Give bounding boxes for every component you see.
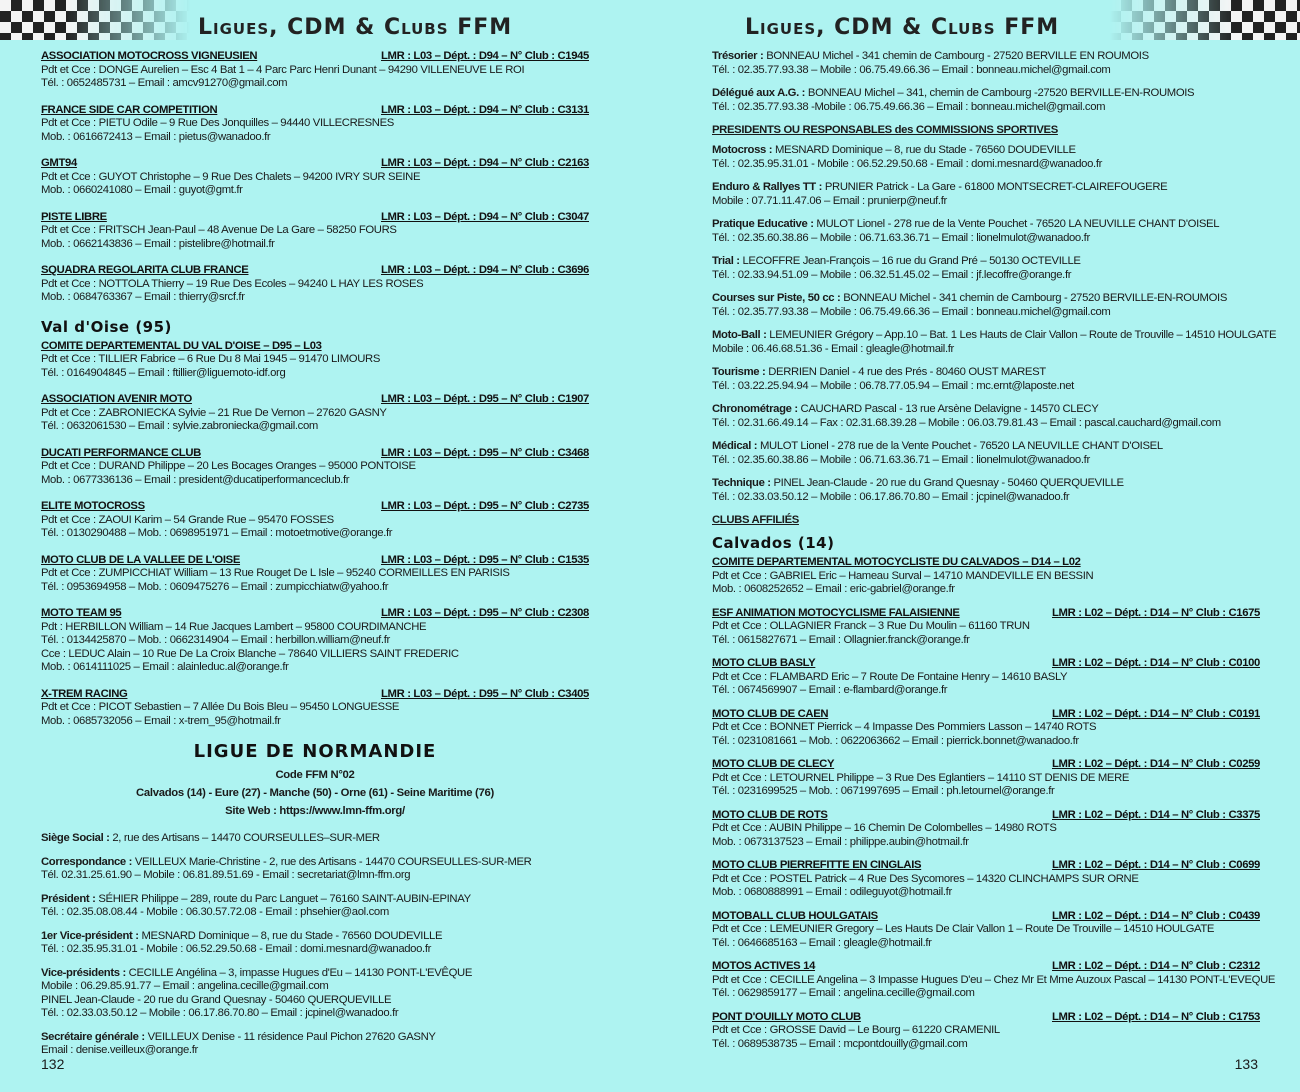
officer-entry — [41, 832, 589, 846]
officer-entry — [712, 144, 1260, 171]
club-lmr-code: LMR : L03 – Dépt. : D95 – N° Club : C2308 — [381, 607, 589, 619]
officer-role-label: Médical : — [712, 440, 758, 452]
ligue-officers-list — [41, 832, 589, 1058]
club-contact-line: Tél. : 0652485731 – Email : amcv91270@gmail.com — [41, 77, 288, 89]
officer-details: MULOT Lionel - 278 rue de la Vente Pouchet - 76520 LA NEUVILLE CHANT D'OISEL — [813, 218, 1220, 230]
club-contact-line: Pdt et Cce : GUYOT Christophe – 9 Rue Des Chalets – 94200 IVRY SUR SEINE — [41, 170, 421, 183]
club-contact-line: Tél. : 0674569907 – Email : e-flambard@orange.fr — [712, 684, 948, 696]
club-entry-header — [41, 104, 589, 118]
club-name: COMITE DEPARTEMENTAL DU VAL D'OISE – D95 – L03 — [41, 339, 322, 352]
club-name: MOTO CLUB PIERREFITTE EN CINGLAIS — [712, 859, 922, 871]
ligue-code: Code FFM N°02 — [275, 769, 355, 781]
club-name: MOTO CLUB DE ROTS — [712, 808, 828, 821]
club-entry — [41, 447, 589, 488]
officer-first-line — [41, 856, 589, 870]
officer-details: CECILLE Angélina – 3, impasse Hugues d'Eu – 14130 PONT-L'EVÊQUE — [125, 966, 473, 979]
officer-entry — [712, 292, 1260, 319]
officer-details: BONNEAU Michel - 341 chemin de Cambourg - 27520 BERVILLE EN ROUMOIS — [763, 50, 1149, 62]
officer-contact-line: Tél. : 02.35.60.38.86 – Mobile : 06.71.63.36.71 – Email : lionelmulot@wanadoo.fr — [712, 231, 1090, 244]
club-contact-line: Pdt et Cce : ZABRONIECKA Sylvie – 21 Rue De Vernon – 27620 GASNY — [41, 406, 387, 419]
officer-contact-line: Tél. : 02.31.66.49.14 – Fax : 02.31.68.39.28 – Mobile : 06.03.79.81.43 – Email : pascal.cauchard@gmail.com — [712, 416, 1221, 429]
club-contact-line: Pdt et Cce : LETOURNEL Philippe – 3 Rue Des Eglantiers – 14110 ST DENIS DE MERE — [712, 771, 1130, 784]
club-entry — [41, 607, 589, 675]
officer-details: MESNARD Dominique – 8, rue du Stade - 76560 DOUDEVILLE — [138, 929, 443, 942]
club-lmr-code: LMR : L03 – Dépt. : D94 – N° Club : C3047 — [381, 210, 589, 223]
checkered-flag-decoration — [0, 0, 190, 40]
club-name: MOTO CLUB BASLY — [712, 657, 816, 669]
officer-contact-line: Tél. : 02.33.94.51.09 – Mobile : 06.32.51.45.02 – Email : jf.lecoffre@orange.fr — [712, 268, 1072, 281]
club-entry-header — [712, 960, 1260, 974]
officer-entry — [712, 329, 1277, 356]
officer-details: LEMEUNIER Grégory – App.10 – Bat. 1 Les Hauts de Clair Vallon – Route de Trouville – 14510 HOULGATE — [766, 329, 1277, 341]
officer-role-label: 1er Vice-président : — [41, 929, 139, 942]
officer-details: BONNEAU Michel - 341 chemin de Cambourg - 27520 BERVILLE-EN-ROUMOIS — [840, 292, 1228, 304]
club-list-14 — [712, 556, 1276, 1051]
club-contact-line: Pdt et Cce : LEMEUNIER Gregory – Les Hauts De Clair Vallon 1 – Route De Trouville – 14510 HOULGATE — [712, 923, 1215, 935]
right-page — [650, 0, 1300, 1092]
club-entry — [712, 758, 1260, 799]
club-entry — [41, 157, 589, 198]
officer-role-label: Moto-Ball : — [712, 329, 767, 341]
officer-first-line — [712, 87, 1260, 101]
officer-first-line — [712, 477, 1260, 491]
officer-entry — [712, 477, 1260, 504]
officer-entry — [712, 218, 1260, 245]
club-entry — [41, 50, 589, 91]
right-content — [712, 50, 1277, 1061]
officer-first-line — [41, 1031, 589, 1045]
club-entry — [41, 264, 589, 305]
club-contact-line: Pdt et Cce : PIETU Odile – 9 Rue Des Jonquilles – 94440 VILLECRESNES — [41, 117, 394, 129]
officer-first-line — [712, 329, 1277, 343]
officer-role-label: Technique : — [712, 477, 771, 489]
commissions-list — [712, 144, 1277, 504]
ligue-title: LIGUE DE NORMANDIE — [193, 741, 437, 762]
officer-details: PRUNIER Patrick - La Gare - 61800 MONTSECRET-CLAIREFOUGERE — [822, 181, 1168, 193]
officer-role-label: Siège Social : — [41, 832, 110, 844]
club-entry-header — [712, 859, 1260, 873]
club-lmr-code: LMR : L03 – Dépt. : D94 – N° Club : C3696 — [381, 264, 589, 276]
club-entry-header — [712, 708, 1260, 722]
officer-contact-line: Tél. 02.31.25.61.90 – Mobile : 06.81.89.51.69 - Email : secretariat@lmn-ffm.org — [41, 869, 411, 881]
left-content — [41, 50, 589, 1068]
club-entry-header — [41, 393, 589, 407]
officer-first-line — [712, 255, 1260, 269]
clubs-affilies-heading: CLUBS AFFILIÉS — [712, 514, 799, 526]
officer-details: VEILLEUX Marie-Christine - 2, rue des Artisans - 14470 COURSEULLES-SUR-MER — [132, 855, 532, 868]
club-entry — [712, 556, 1260, 597]
officer-contact-line: PINEL Jean-Claude - 20 rue du Grand Quesnay - 50460 QUERQUEVILLE — [41, 993, 392, 1006]
club-contact-line: Tél. : 0130290488 – Mob. : 0698951971 – Email : motoetmotive@orange.fr — [41, 527, 393, 539]
club-entry — [712, 1011, 1260, 1052]
club-contact-line: Pdt et Cce : GROSSE David – Le Bourg – 61220 CRAMENIL — [712, 1024, 1000, 1036]
club-entry-header — [41, 500, 589, 514]
club-entry-header — [41, 447, 589, 461]
club-name: GMT94 — [41, 157, 77, 169]
club-contact-line: Pdt et Cce : PICOT Sebastien – 7 Allée Du Bois Bleu – 95450 LONGUESSE — [41, 701, 400, 713]
club-contact-line: Tél. : 0953694958 – Mob. : 0609475276 – Email : zumpicchiatw@yahoo.fr — [41, 580, 389, 593]
officer-role-label: Président : — [41, 892, 96, 905]
officer-role-label: Pratique Educative : — [712, 218, 814, 230]
club-contact-line: Tél. : 0646685163 – Email : gleagle@hotmail.fr — [712, 936, 932, 949]
club-contact-line: Pdt et Cce : FRITSCH Jean-Paul – 48 Avenue De La Gare – 58250 FOURS — [41, 224, 397, 236]
club-name: PISTE LIBRE — [41, 210, 107, 223]
club-contact-line: Mob. : 0616672413 – Email : pietus@wanadoo.fr — [41, 130, 271, 143]
officer-first-line — [712, 218, 1260, 232]
club-contact-line: Tél. : 0164904845 – Email : ftillier@liguemoto-idf.org — [41, 366, 286, 379]
club-name: FRANCE SIDE CAR COMPETITION — [41, 103, 218, 116]
officer-first-line — [712, 50, 1260, 64]
club-lmr-code: LMR : L03 – Dépt. : D94 – N° Club : C3131 — [381, 103, 589, 116]
officer-details: MESNARD Dominique – 8, rue du Stade - 76560 DOUDEVILLE — [772, 144, 1076, 156]
officer-details: 2, rue des Artisans – 14470 COURSEULLES–SUR-MER — [109, 832, 380, 844]
club-lmr-code: LMR : L03 – Dépt. : D95 – N° Club : C1535 — [381, 553, 589, 566]
club-contact-line: Pdt et Cce : NOTTOLA Thierry – 19 Rue Des Ecoles – 94240 L HAY LES ROSES — [41, 277, 424, 290]
club-lmr-code: LMR : L02 – Dépt. : D14 – N° Club : C2312 — [1052, 960, 1260, 972]
officer-contact-line: Tél. : 02.35.95.31.01 - Mobile : 06.52.29.50.68 - Email : domi.mesnard@wanadoo.fr — [41, 943, 432, 955]
club-entry-header — [41, 554, 589, 568]
officer-contact-line: Tél. : 02.35.77.93.38 -Mobile : 06.75.49.66.36 – Email : bonneau.michel@gmail.com — [712, 100, 1106, 113]
club-entry — [41, 554, 589, 595]
club-entry — [41, 500, 589, 541]
officer-first-line — [712, 144, 1260, 158]
club-entry — [712, 960, 1276, 1001]
club-entry-header — [712, 556, 1260, 570]
ligue-normandie-block — [41, 741, 589, 820]
club-lmr-code: LMR : L02 – Dépt. : D14 – N° Club : C0259 — [1052, 758, 1260, 770]
officer-contact-line: Mobile : 06.29.85.91.77 – Email : angelina.cecille@gmail.com — [41, 980, 329, 992]
club-contact-line: Mob. : 0673137523 – Email : philippe.aubin@hotmail.fr — [712, 835, 969, 848]
club-name: MOTO TEAM 95 — [41, 607, 122, 619]
club-contact-line: Pdt et Cce : BONNET Pierrick – 4 Impasse Des Pommiers Lasson – 14740 ROTS — [712, 721, 1097, 733]
officer-role-label: Trésorier : — [712, 50, 764, 62]
club-name: MOTOS ACTIVES 14 — [712, 960, 816, 972]
officer-entry — [712, 366, 1260, 393]
officer-role-label: Correspondance : — [41, 855, 133, 868]
club-contact-line: Mob. : 0684763367 – Email : thierry@srcf.fr — [41, 291, 245, 303]
officer-contact-line: Tél. : 02.35.77.93.38 – Mobile : 06.75.49.66.36 – Email : bonneau.michel@gmail.com — [712, 305, 1111, 318]
officer-role-label: Enduro & Rallyes TT : — [712, 181, 823, 193]
club-contact-line: Pdt et Cce : AUBIN Philippe – 16 Chemin De Colombelles – 14980 ROTS — [712, 822, 1057, 834]
officer-entry — [41, 967, 589, 1021]
club-contact-line: Pdt : HERBILLON William – 14 Rue Jacques Lambert – 95800 COURDIMANCHE — [41, 620, 427, 633]
club-entry-header — [712, 1011, 1260, 1025]
officer-contact-line: Tél. : 02.33.03.50.12 – Mobile : 06.17.86.70.80 – Email : jcpinel@wanadoo.fr — [712, 490, 1070, 503]
officer-entry — [41, 930, 589, 957]
club-contact-line: Mob. : 0680888991 – Email : odileguyot@hotmail.fr — [712, 886, 952, 898]
club-name: ASSOCIATION MOTOCROSS VIGNEUSIEN — [41, 50, 258, 62]
club-contact-line: Pdt et Cce : DONGE Aurelien – Esc 4 Bat 1 – 4 Parc Parc Henri Dunant – 94290 VILLENEUVE LE ROI — [41, 63, 525, 76]
club-entry — [712, 657, 1260, 698]
club-contact-line: Pdt et Cce : ZAOUI Karim – 54 Grande Rue – 95470 FOSSES — [41, 513, 334, 526]
club-name: COMITE DEPARTEMENTAL MOTOCYCLISTE DU CALVADOS – D14 – L02 — [712, 556, 1081, 568]
club-contact-line: Mob. : 0660241080 – Email : guyot@gmt.fr — [41, 184, 243, 196]
officer-contact-line: Tél. : 02.35.95.31.01 - Mobile : 06.52.29.50.68 - Email : domi.mesnard@wanadoo.fr — [712, 157, 1103, 170]
club-contact-line: Tél. : 0632061530 – Email : sylvie.zabroniecka@gmail.com — [41, 420, 318, 432]
officer-details: PINEL Jean-Claude - 20 rue du Grand Quesnay - 50460 QUERQUEVILLE — [770, 477, 1124, 489]
officer-role-label: Tourisme : — [712, 366, 766, 378]
club-entry-header — [41, 50, 589, 64]
club-contact-line: Tél. : 0231081661 – Mob. : 0622063662 – Email : pierrick.bonnet@wanadoo.fr — [712, 734, 1079, 747]
officer-first-line — [712, 403, 1260, 417]
officer-role-label: Motocross : — [712, 144, 773, 156]
club-entry-header — [41, 157, 589, 171]
club-name: ASSOCIATION AVENIR MOTO — [41, 393, 192, 405]
club-contact-line: Pdt et Cce : FLAMBARD Eric – 7 Route De Fontaine Henry – 14610 BASLY — [712, 670, 1068, 683]
officer-contact-line: Tél. : 02.33.03.50.12 – Mobile : 06.17.86.70.80 – Email : jcpinel@wanadoo.fr — [41, 1007, 399, 1019]
club-name: SQUADRA REGOLARITA CLUB FRANCE — [41, 264, 249, 276]
officer-entry — [41, 856, 589, 883]
page-header-left: Ligues, CDM & Clubs FFM — [198, 15, 513, 40]
club-entry — [712, 809, 1260, 850]
ligue-depts: Calvados (14) - Eure (27) - Manche (50) - Orne (61) - Seine Maritime (76) — [136, 787, 494, 799]
officer-details: MULOT Lionel - 278 rue de la Vente Pouchet - 76520 LA NEUVILLE CHANT D'OISEL — [757, 440, 1163, 452]
club-entry-header — [41, 688, 589, 702]
club-contact-line: Tél. : 0615827671 – Email : Ollagnier.franck@orange.fr — [712, 633, 970, 646]
club-lmr-code: LMR : L02 – Dépt. : D14 – N° Club : C0100 — [1052, 657, 1260, 669]
officer-first-line — [41, 967, 589, 981]
ligue-officers-list-continued — [712, 50, 1260, 114]
club-entry — [41, 211, 589, 252]
club-lmr-code: LMR : L03 – Dépt. : D95 – N° Club : C2735 — [381, 500, 589, 512]
officer-details: LECOFFRE Jean-François – 16 rue du Grand Pré – 50130 OCTEVILLE — [739, 255, 1081, 267]
club-entry — [41, 340, 589, 381]
club-entry — [712, 859, 1260, 900]
club-contact-line: Pdt et Cce : CECILLE Angelina – 3 Impasse Hugues D'eu – Chez Mr Et Mme Auzoux Pascal – 14130 PONT-L'EVEQUE — [712, 973, 1276, 986]
club-contact-line: Pdt et Cce : TILLIER Fabrice – 6 Rue Du 8 Mai 1945 – 91470 LIMOURS — [41, 353, 381, 365]
officer-role-label: Vice-présidents : — [41, 966, 126, 979]
club-contact-line: Mob. : 0662143836 – Email : pistelibre@hotmail.fr — [41, 237, 275, 250]
club-contact-line: Tél. : 0134425870 – Mob. : 0662314904 – Email : herbillon.william@neuf.fr — [41, 634, 390, 646]
club-entry — [712, 910, 1260, 951]
club-entry-header — [41, 264, 589, 278]
club-name: MOTO CLUB DE LA VALLEE DE L'OISE — [41, 553, 241, 566]
club-contact-line: Mob. : 0685732056 – Email : x-trem_95@hotmail.fr — [41, 714, 281, 727]
club-contact-line: Pdt et Cce : GABRIEL Eric – Hameau Surval – 14710 MANDEVILLE EN BESSIN — [712, 569, 1094, 582]
officer-contact-line: Tél. : 03.22.25.94.94 – Mobile : 06.78.77.05.94 – Email : mc.ernt@laposte.net — [712, 379, 1074, 392]
club-lmr-code: LMR : L03 – Dépt. : D94 – N° Club : C2163 — [381, 157, 589, 169]
club-entry-header — [41, 607, 589, 621]
club-name: MOTO CLUB DE CLECY — [712, 758, 835, 770]
section-title-calvados: Calvados (14) — [712, 534, 835, 552]
club-lmr-code: LMR : L02 – Dépt. : D14 – N° Club : C1753 — [1052, 1010, 1260, 1023]
club-lmr-code: LMR : L03 – Dépt. : D95 – N° Club : C3468 — [381, 446, 589, 459]
officer-contact-line: Tél. : 02.35.60.38.86 – Mobile : 06.71.63.36.71 – Email : lionelmulot@wanadoo.fr — [712, 453, 1090, 466]
officer-contact-line: Tél. : 02.35.77.93.38 – Mobile : 06.75.49.66.36 – Email : bonneau.michel@gmail.com — [712, 63, 1111, 76]
officer-details: SÉHIER Philippe – 289, route du Parc Languet – 76160 SAINT-AUBIN-EPINAY — [95, 892, 471, 905]
club-lmr-code: LMR : L03 – Dépt. : D95 – N° Club : C3405 — [381, 687, 589, 700]
club-entry — [41, 104, 589, 145]
club-contact-line: Tél. : 0231699525 – Mob. : 0671997695 – Email : ph.letournel@orange.fr — [712, 785, 1055, 797]
club-name: DUCATI PERFORMANCE CLUB — [41, 446, 201, 459]
officer-role-label: Délégué aux A.G. : — [712, 87, 806, 99]
club-entry — [41, 393, 589, 434]
officer-entry — [712, 255, 1260, 282]
commissions-heading: PRESIDENTS OU RESPONSABLES des COMMISSIONS SPORTIVES — [712, 124, 1058, 136]
officer-role-label: Secrétaire générale : — [41, 1030, 145, 1043]
officer-contact-line: Mobile : 07.71.11.47.06 – Email : prunierp@neuf.fr — [712, 194, 947, 207]
club-contact-line: Mob. : 0614111025 – Email : alainleduc.al@orange.fr — [41, 661, 289, 673]
club-contact-line: Mob. : 0677336136 – Email : president@ducatiperformanceclub.fr — [41, 473, 350, 486]
club-list-94 — [41, 50, 589, 305]
club-contact-line: Tél. : 0629859177 – Email : angelina.cecille@gmail.com — [712, 987, 975, 999]
officer-details: VEILLEUX Denise - 11 résidence Paul Pichon 27620 GASNY — [144, 1030, 436, 1043]
club-entry-header — [41, 211, 589, 225]
officer-first-line — [41, 930, 589, 944]
club-contact-line: Cce : LEDUC Alain – 10 Rue De La Croix Blanche – 78640 VILLIERS SAINT FREDERIC — [41, 647, 459, 660]
officer-role-label: Courses sur Piste, 50 cc : — [712, 292, 841, 304]
officer-contact-line: Tél. : 02.35.08.08.44 - Mobile : 06.30.57.72.08 - Email : phsehier@aol.com — [41, 906, 389, 918]
officer-entry — [41, 893, 589, 920]
page-number-left: 132 — [41, 1056, 65, 1072]
club-lmr-code: LMR : L02 – Dépt. : D14 – N° Club : C0699 — [1052, 859, 1260, 871]
club-lmr-code: LMR : L03 – Dépt. : D94 – N° Club : C1945 — [381, 50, 589, 62]
club-lmr-code: LMR : L02 – Dépt. : D14 – N° Club : C3375 — [1052, 808, 1260, 821]
club-name: MOTOBALL CLUB HOULGATAIS — [712, 909, 878, 922]
club-lmr-code: LMR : L02 – Dépt. : D14 – N° Club : C1675 — [1052, 606, 1260, 619]
club-lmr-code: LMR : L02 – Dépt. : D14 – N° Club : C0439 — [1052, 909, 1260, 922]
club-entry-header — [712, 607, 1260, 621]
club-entry-header — [712, 910, 1260, 924]
club-entry — [712, 708, 1260, 749]
officer-first-line — [41, 832, 589, 846]
officer-contact-line: Email : denise.veilleux@orange.fr — [41, 1044, 198, 1056]
page-number-right: 133 — [1234, 1056, 1258, 1072]
officer-entry — [712, 440, 1260, 467]
club-contact-line: Mob. : 0608252652 – Email : eric-gabriel@orange.fr — [712, 583, 955, 595]
officer-entry — [41, 1031, 589, 1058]
club-entry-header — [712, 657, 1260, 671]
officer-entry — [712, 403, 1260, 430]
officer-details: BONNEAU Michel – 341, chemin de Cambourg -27520 BERVILLE-EN-ROUMOIS — [805, 87, 1195, 99]
officer-role-label: Trial : — [712, 255, 740, 267]
ligue-site: Site Web : https://www.lmn-ffm.org/ — [225, 805, 405, 817]
officer-contact-line: Mobile : 06.46.68.51.36 - Email : gleagle@hotmail.fr — [712, 342, 954, 355]
club-lmr-code: LMR : L02 – Dépt. : D14 – N° Club : C0191 — [1052, 707, 1260, 720]
club-lmr-code: LMR : L03 – Dépt. : D95 – N° Club : C1907 — [381, 393, 589, 405]
club-name: PONT D'OUILLY MOTO CLUB — [712, 1010, 861, 1023]
club-name: MOTO CLUB DE CAEN — [712, 707, 829, 720]
officer-first-line — [712, 440, 1260, 454]
officer-entry — [712, 181, 1260, 208]
officer-first-line — [712, 292, 1260, 306]
club-contact-line: Pdt et Cce : OLLAGNIER Franck – 3 Rue Du Moulin – 61160 TRUN — [712, 620, 1030, 632]
club-name: ELITE MOTOCROSS — [41, 500, 145, 512]
officer-entry — [712, 87, 1260, 114]
club-contact-line: Pdt et Cce : ZUMPICCHIAT William – 13 Rue Rouget De L Isle – 95240 CORMEILLES EN PARISIS — [41, 567, 510, 579]
officer-first-line — [712, 366, 1260, 380]
officer-entry — [712, 50, 1260, 77]
section-title-val-oise: Val d'Oise (95) — [41, 317, 172, 336]
club-list-95 — [41, 340, 589, 729]
officer-role-label: Chronométrage : — [712, 403, 798, 415]
club-entry-header — [712, 758, 1260, 772]
officer-first-line — [712, 181, 1260, 195]
club-name: ESF ANIMATION MOTOCYCLISME FALAISIENNE — [712, 606, 960, 619]
club-entry-header — [712, 809, 1260, 823]
officer-details: DERRIEN Daniel - 4 rue des Prés - 80460 OUST MAREST — [765, 366, 1046, 378]
club-contact-line: Pdt et Cce : POSTEL Patrick – 4 Rue Des Sycomores – 14320 CLINCHAMPS SUR ORNE — [712, 872, 1139, 885]
officer-first-line — [41, 893, 589, 907]
club-entry — [712, 607, 1260, 648]
club-contact-line: Pdt et Cce : DURAND Philippe – 20 Les Bocages Oranges – 95000 PONTOISE — [41, 460, 416, 472]
officer-details: CAUCHARD Pascal - 13 rue Arsène Delavigne - 14570 CLECY — [797, 403, 1099, 415]
checkered-flag-decoration — [1110, 0, 1300, 40]
club-entry-header — [41, 340, 589, 354]
club-entry — [41, 688, 589, 729]
page-header-right: Ligues, CDM & Clubs FFM — [745, 15, 1060, 40]
club-name: X-TREM RACING — [41, 687, 128, 700]
club-contact-line: Tél. : 0689538735 – Email : mcpontdouilly@gmail.com — [712, 1037, 968, 1050]
